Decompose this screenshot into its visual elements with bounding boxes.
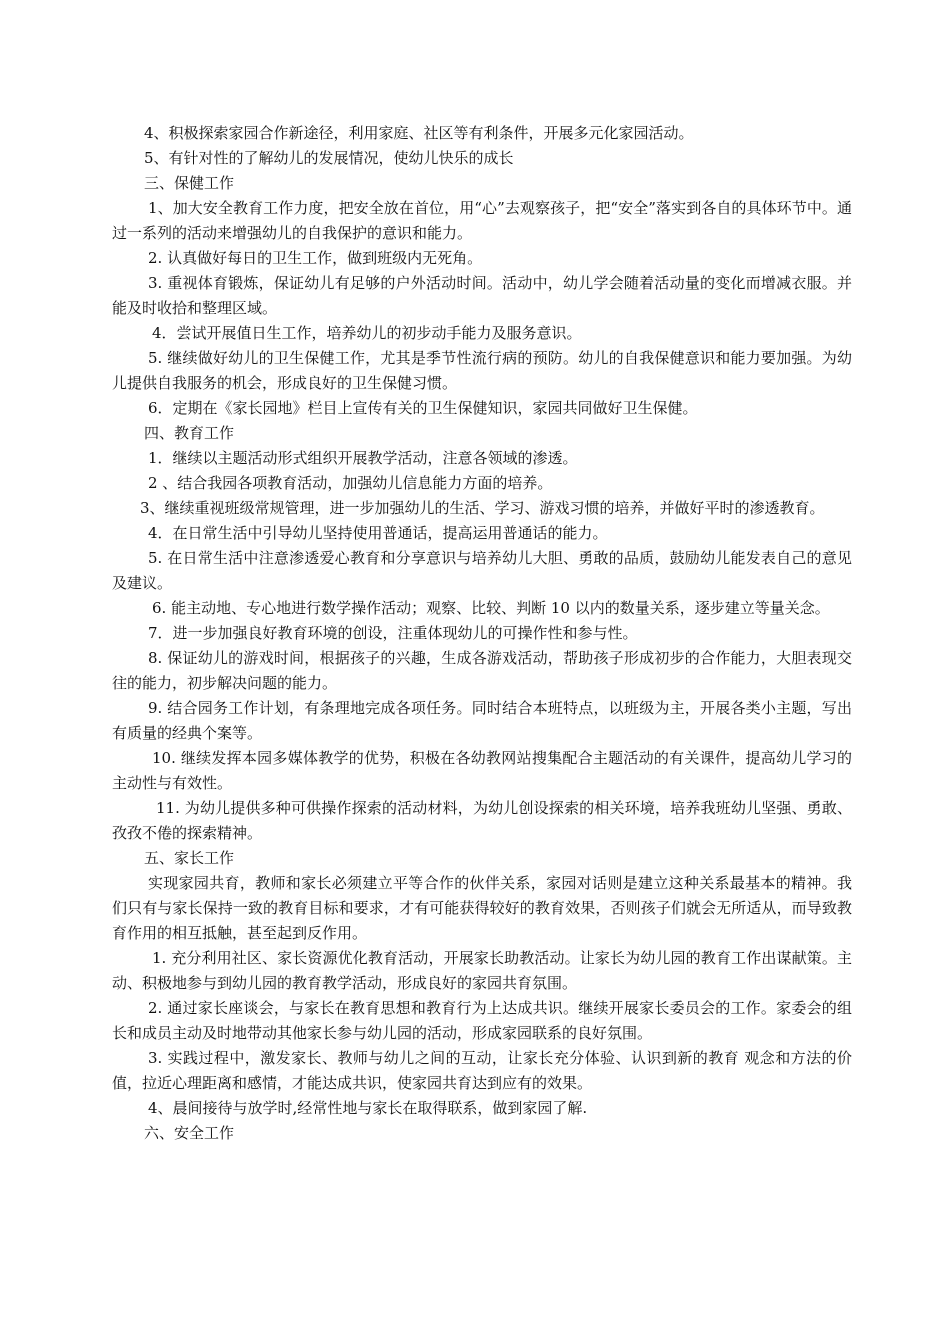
paragraph: 1．继续以主题活动形式组织开展教学活动，注意各领域的渗透。 <box>148 449 578 467</box>
section-heading: 五、家长工作 <box>144 849 235 867</box>
paragraph: 4．尝试开展值日生工作，培养幼儿的初步动手能力及服务意识。 <box>152 324 582 342</box>
paragraph: 4．在日常生活中引导幼儿坚持使用普通话，提高运用普通话的能力。 <box>148 524 608 542</box>
section-heading: 四、教育工作 <box>144 424 235 442</box>
paragraph: 5、有针对性的了解幼儿的发展情况，使幼儿快乐的成长 <box>144 149 514 167</box>
paragraph: 3、继续重视班级常规管理，进一步加强幼儿的生活、学习、游戏习惯的培养，并做好平时的渗透教育。 <box>140 499 825 517</box>
section-heading: 三、保健工作 <box>144 174 235 192</box>
paragraph: 实现家园共育，教师和家长必须建立平等合作的伙伴关系，家园对话则是建立这种关系最基本的精神。我们只有与家长保持一致的教育目标和要求，才有可能获得较好的教育效果，否则孩子们就会无所适从，而导致教育作用的相互抵触，甚至起到反作用。 <box>112 874 852 942</box>
paragraph: 3. 重视体育锻炼，保证幼儿有足够的户外活动时间。活动中，幼儿学会随着活动量的变化而增减衣服。并能及时收拾和整理区域。 <box>112 274 852 317</box>
paragraph: 4、积极探索家园合作新途径，利用家庭、社区等有利条件，开展多元化家园活动。 <box>144 124 694 142</box>
paragraph: 9. 结合园务工作计划，有条理地完成各项任务。同时结合本班特点，以班级为主，开展各类小主题，写出有质量的经典个案等。 <box>112 699 852 742</box>
paragraph: 1、加大安全教育工作力度，把安全放在首位，用“心”去观察孩子，把“安全”落实到各自的具体环节中。通过一系列的活动来增强幼儿的自我保护的意识和能力。 <box>112 199 852 242</box>
paragraph: 5. 继续做好幼儿的卫生保健工作，尤其是季节性流行病的预防。幼儿的自我保健意识和能力要加强。为幼儿提供自我服务的机会，形成良好的卫生保健习惯。 <box>112 349 852 392</box>
paragraph: 8. 保证幼儿的游戏时间，根据孩子的兴趣，生成各游戏活动，帮助孩子形成初步的合作能力，大胆表现交往的能力，初步解决问题的能力。 <box>112 649 852 692</box>
paragraph: 7．进一步加强良好教育环境的创设，注重体现幼儿的可操作性和参与性。 <box>148 624 638 642</box>
paragraph: 6. 能主动地、专心地进行数学操作活动；观察、比较、判断 10 以内的数量关系，逐步建立等量关念。 <box>152 599 830 617</box>
paragraph: 2. 认真做好每日的卫生工作，做到班级内无死角。 <box>148 249 483 267</box>
paragraph: 3. 实践过程中，激发家长、教师与幼儿之间的互动，让家长充分体验、认识到新的教育 观念和方法的价值，拉近心理距离和感情，才能达成共识，使家园共育达到应有的效果。 <box>112 1049 852 1092</box>
paragraph: 11. 为幼儿提供多种可供操作探索的活动材料，为幼儿创设探索的相关环境，培养我班幼儿坚强、勇敢、孜孜不倦的探索精神。 <box>112 799 852 842</box>
paragraph: 4、晨间接待与放学时,经常性地与家长在取得联系，做到家园了解. <box>148 1099 588 1117</box>
paragraph: 2. 通过家长座谈会，与家长在教育思想和教育行为上达成共识。继续开展家长委员会的工作。家委会的组长和成员主动及时地带动其他家长参与幼儿园的活动，形成家园联系的良好氛围。 <box>112 999 852 1042</box>
paragraph: 10. 继续发挥本园多媒体教学的优势，积极在各幼教网站搜集配合主题活动的有关课件，提高幼儿学习的主动性与有效性。 <box>112 749 852 792</box>
paragraph: 5. 在日常生活中注意渗透爱心教育和分享意识与培养幼儿大胆、勇敢的品质，鼓励幼儿能发表自己的意见及建议。 <box>112 549 852 592</box>
paragraph: 2 、结合我园各项教育活动，加强幼儿信息能力方面的培养。 <box>148 474 553 492</box>
paragraph: 6．定期在《家长园地》栏目上宣传有关的卫生保健知识，家园共同做好卫生保健。 <box>148 399 698 417</box>
section-heading: 六、安全工作 <box>144 1124 235 1142</box>
paragraph: 1. 充分利用社区、家长资源优化教育活动，开展家长助教活动。让家长为幼儿园的教育工作出谋献策。主动、积极地参与到幼儿园的教育教学活动，形成良好的家园共育氛围。 <box>112 949 852 992</box>
document-page <box>112 121 852 1146</box>
